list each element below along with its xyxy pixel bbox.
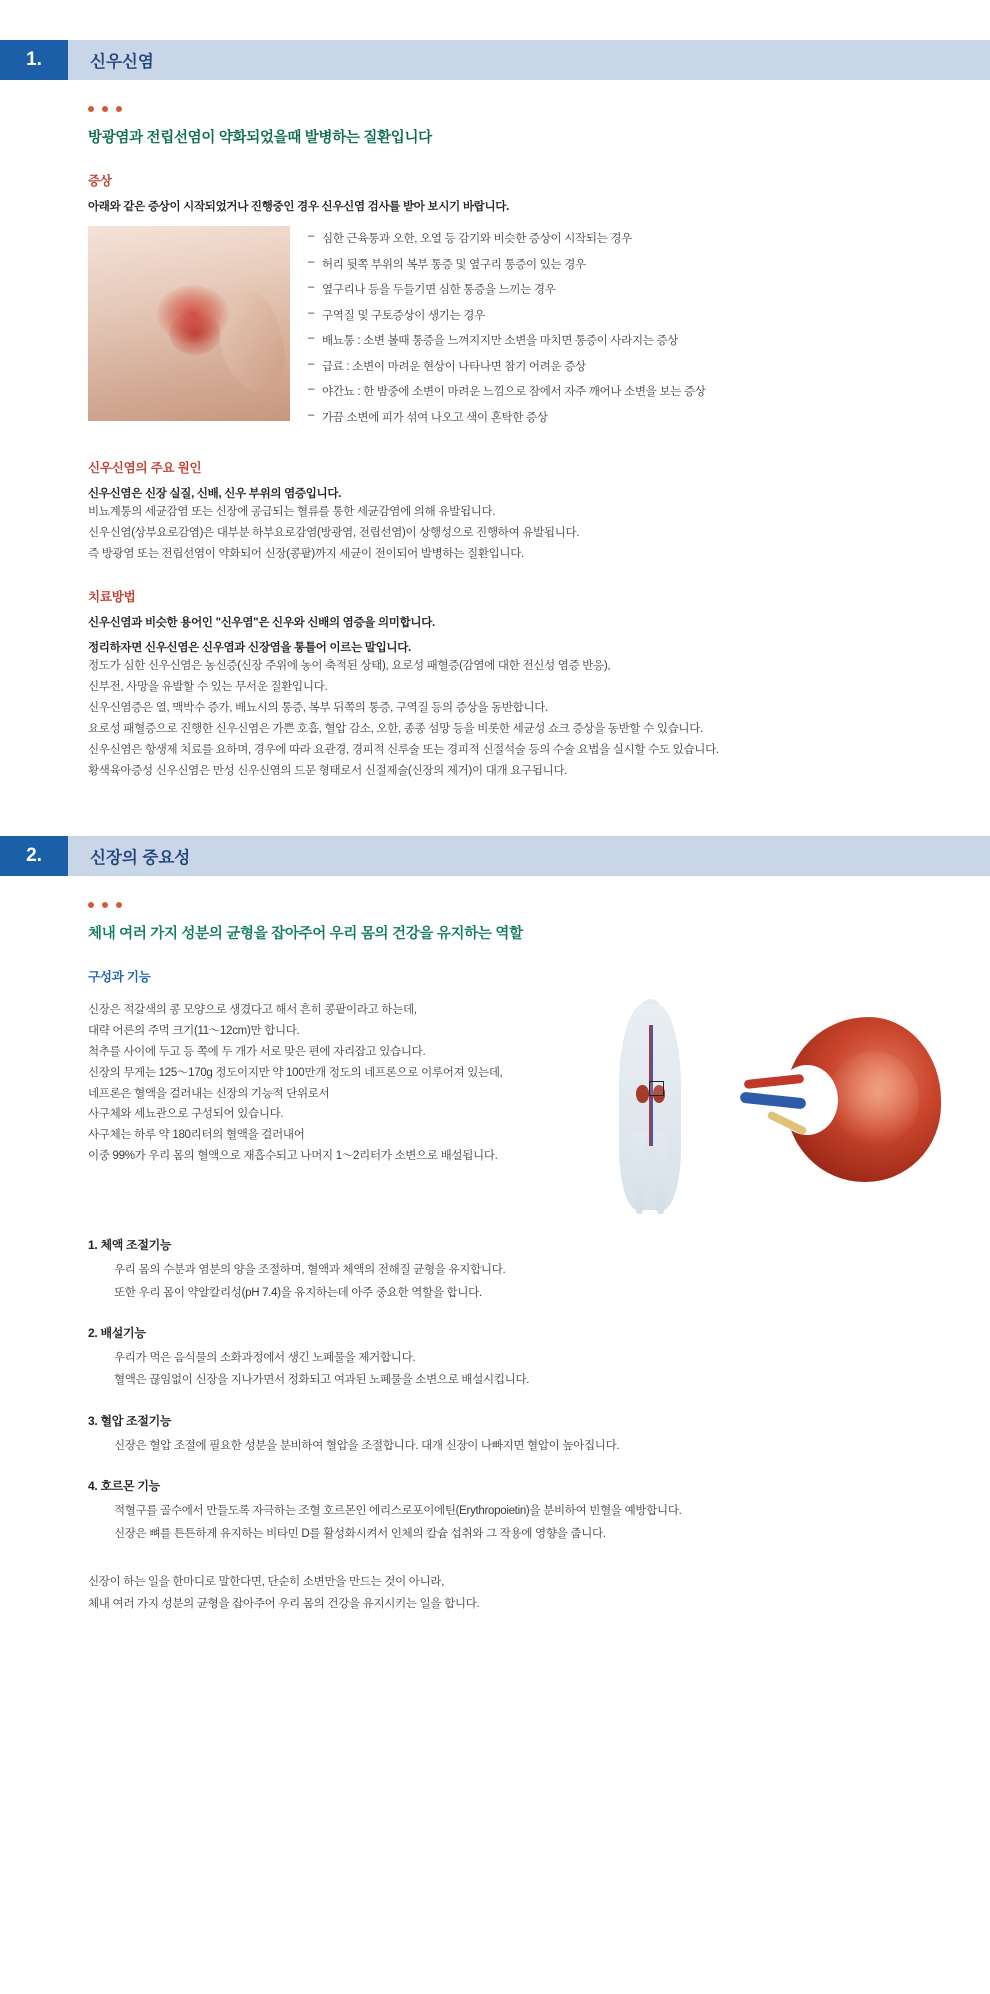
function-title: 4. 호르몬 기능 [88,1479,160,1494]
function-body [88,1261,950,1302]
symptom-list [308,226,950,434]
human-body-diagram [580,999,720,1214]
closing-line: 신장이 하는 일을 한마디로 말한다면, 단순히 소변만을 만드는 것이 아니라, [88,1576,445,1589]
cause-line: 즉 방광염 또는 전립선염이 약화되어 신장(콩팥)까지 세균이 전이되어 발병하는 질환입니다. [88,547,524,560]
section-header-2 [0,836,990,876]
section-title-bar-1 [68,40,990,80]
treatment-line: 신우신염은 항생제 치료를 요하며, 경우에 따라 요관경, 경피적 신루술 또는 경피적 신절석술 등의 수술 요법을 실시할 수도 있습니다. [88,743,719,756]
dot-icon [102,106,108,112]
treatment-line: 요로성 패혈증으로 진행한 신우신염은 가쁜 호흡, 혈압 감소, 오한, 종종 섬망 등을 비롯한 세균성 쇼크 증상을 동반할 수 있습니다. [88,722,703,735]
list-item: – 구역질 및 구토증상이 생기는 경우 [308,307,950,323]
cause-heading: 신우신염의 주요 원인 [88,461,202,475]
cause-summary: 신우신염은 신장 실질, 신배, 신우 부위의 염증입니다. [88,488,342,500]
function-line: 우리 몸의 수분과 염분의 양을 조절하며, 혈액과 체액의 전해질 균형을 유지합니다. [114,1264,506,1277]
kidney-left [636,1085,649,1102]
symptoms-intro: 아래와 같은 증상이 시작되었거나 진행중인 경우 신우신염 검사를 받아 보시기 바랍니다. [88,201,509,213]
structure-line: 네프론은 혈액을 걸러내는 신장의 기능적 단위로서 [88,1087,330,1100]
dot-decoration-1 [88,106,990,112]
function-title: 2. 배설기능 [88,1326,146,1341]
photo-shading [88,226,290,421]
section-title-bar-2 [68,836,990,876]
closing-paragraph [88,1573,950,1614]
structure-line: 신장은 적갈색의 콩 모양으로 생겼다고 해서 흔히 콩팥이라고 하는데, [88,1004,417,1017]
function-body [88,1437,950,1455]
treatment-line: 정도가 심한 신우신염은 농신증(신장 주위에 농이 축적된 상태), 요로성 패혈증(감염에 대한 전신성 염증 반응), [88,660,611,673]
cause-line: 신우신염(상부요로감염)은 대부분 하부요로감염(방광염, 전립선염)이 상행성으로 진행하여 유발됩니다. [88,526,580,539]
symptom-block [88,226,950,434]
treatment-summary: 정리하자면 신우신염은 신우염과 신장염을 통틀어 이르는 말입니다. [88,642,411,655]
structure-line: 척추를 사이에 두고 등 쪽에 두 개가 서로 맞은 편에 자리잡고 있습니다. [88,1045,426,1058]
cause-line: 비뇨계통의 세균감염 또는 신장에 공급되는 혈류를 통한 세균감염에 의해 유발됩니다. [88,506,496,518]
treatment-line: 황색육아증성 신우신염은 만성 신우신염의 드문 형태로서 신절제술(신장의 제거)이 대개 요구됩니다. [88,764,568,777]
list-item: – 급료 : 소변이 마려운 현상이 나타나면 참기 어려운 증상 [308,358,950,374]
structure-line: 신장의 무게는 125〜170g 정도이지만 약 100만개 정도의 네프론으로 이루어져 있는데, [88,1066,503,1079]
section-content-2 [0,922,990,1614]
list-item: – 야간뇨 : 한 밤중에 소변이 마려운 느낌으로 잠에서 자주 깨어나 소변을 보는 증상 [308,383,950,399]
list-item: – 배뇨통 : 소변 볼때 통증을 느껴지지만 소변을 마치면 통증이 사라지는 증상 [308,332,950,348]
body-leg-right [654,1133,667,1215]
function-title: 3. 혈압 조절기능 [88,1413,172,1428]
function-item-1 [88,1236,950,1302]
anatomy-figures [580,997,950,1214]
structure-text [88,997,580,1166]
treatment-summary: 신우신염과 비슷한 용어인 "신우염"은 신우와 신배의 염증을 의미합니다. [88,617,435,630]
function-line: 우리가 먹은 음식물의 소화과정에서 생긴 노폐물을 제거합니다. [114,1352,416,1365]
structure-line: 대략 어른의 주먹 크기(11〜12cm)만 합니다. [88,1025,300,1038]
section-content-1 [0,126,990,780]
function-line: 또한 우리 몸이 약알칼리성(pH 7.4)을 유지하는데 아주 중요한 역할을 합니다. [114,1286,482,1299]
treatment-line: 신부전, 사망을 유발할 수 있는 무서운 질환입니다. [88,681,328,694]
section-header-1 [0,40,990,80]
dot-icon [116,902,122,908]
function-item-4 [88,1477,950,1543]
list-item: – 가끔 소변에 피가 섞여 나오고 색이 혼탁한 증상 [308,409,950,425]
structure-line: 이중 99%가 우리 몸의 혈액으로 재흡수되고 나머지 1〜2리터가 소변으로 배설됩니다. [88,1150,498,1162]
dot-icon [102,902,108,908]
closing-line: 체내 여러 가지 성분의 균형을 잡아주어 우리 몸의 건강을 유지시키는 일을 합니다. [88,1598,480,1611]
list-item: – 허리 뒷쪽 부위의 복부 통증 및 옆구리 통증이 있는 경우 [308,256,950,272]
section-2-lead: 체내 여러 가지 성분의 균형을 잡아주어 우리 몸의 건강을 유지하는 역할 [88,926,523,943]
structure-line: 사구체는 하루 약 180리터의 혈액을 걸러내어 [88,1129,305,1142]
dot-decoration-2 [88,902,990,908]
section-title-2: 신장의 중요성 [90,849,191,868]
treatment-line: 신우신염증은 열, 맥박수 증가, 배뇨시의 통증, 복부 뒤쪽의 통증, 구역질 등의 증상을 동반합니다. [88,702,548,715]
function-line: 적혈구를 골수에서 만들도록 자극하는 조혈 호르몬인 에리스로포이에틴(Erythropoietin)을 분비하여 빈혈을 예방합니다. [114,1505,682,1518]
document-page [0,40,990,1658]
kidney-inner-highlight [827,1051,919,1147]
back-pain-photo [88,226,290,421]
function-title: 1. 체액 조절기능 [88,1238,172,1253]
function-body [88,1349,950,1390]
dot-icon [116,106,122,112]
function-line: 혈액은 끊임없이 신장을 지나가면서 정화되고 여과된 노폐물을 소변으로 배설시킵니다. [114,1374,530,1387]
dot-icon [88,902,94,908]
dot-icon [88,106,94,112]
symptoms-heading: 증상 [88,174,112,188]
section-number-2: 2. [0,836,68,876]
list-item: – 옆구리나 등을 두들기면 심한 통증을 느끼는 경우 [308,281,950,297]
kidney-highlight-box [649,1081,664,1096]
function-line: 신장은 뼈를 튼튼하게 유지하는 비타민 D를 활성화시켜서 인체의 칼슘 섭취와 그 작용에 영향을 줍니다. [114,1527,606,1540]
structure-heading: 구성과 기능 [88,970,151,985]
kidney-closeup-diagram [730,999,945,1199]
section-number-1: 1. [0,40,68,80]
function-body [88,1502,950,1543]
section-title-1: 신우신염 [90,53,154,71]
list-item: – 심한 근육통과 오한, 오열 등 감기와 비슷한 증상이 시작되는 경우 [308,230,950,246]
function-line: 신장은 혈압 조절에 필요한 성분을 분비하여 혈압을 조절합니다. 대개 신장이 나빠지면 혈압이 높아집니다. [114,1439,620,1452]
function-item-2 [88,1324,950,1390]
kidney-row [88,997,950,1214]
body-leg-left [633,1133,646,1215]
section-1-lead: 방광염과 전립선염이 약화되었을때 발병하는 질환입니다 [88,130,432,146]
function-item-3 [88,1412,950,1455]
structure-line: 사구체와 세뇨관으로 구성되어 있습니다. [88,1108,284,1121]
treatment-heading: 치료방법 [88,590,136,605]
